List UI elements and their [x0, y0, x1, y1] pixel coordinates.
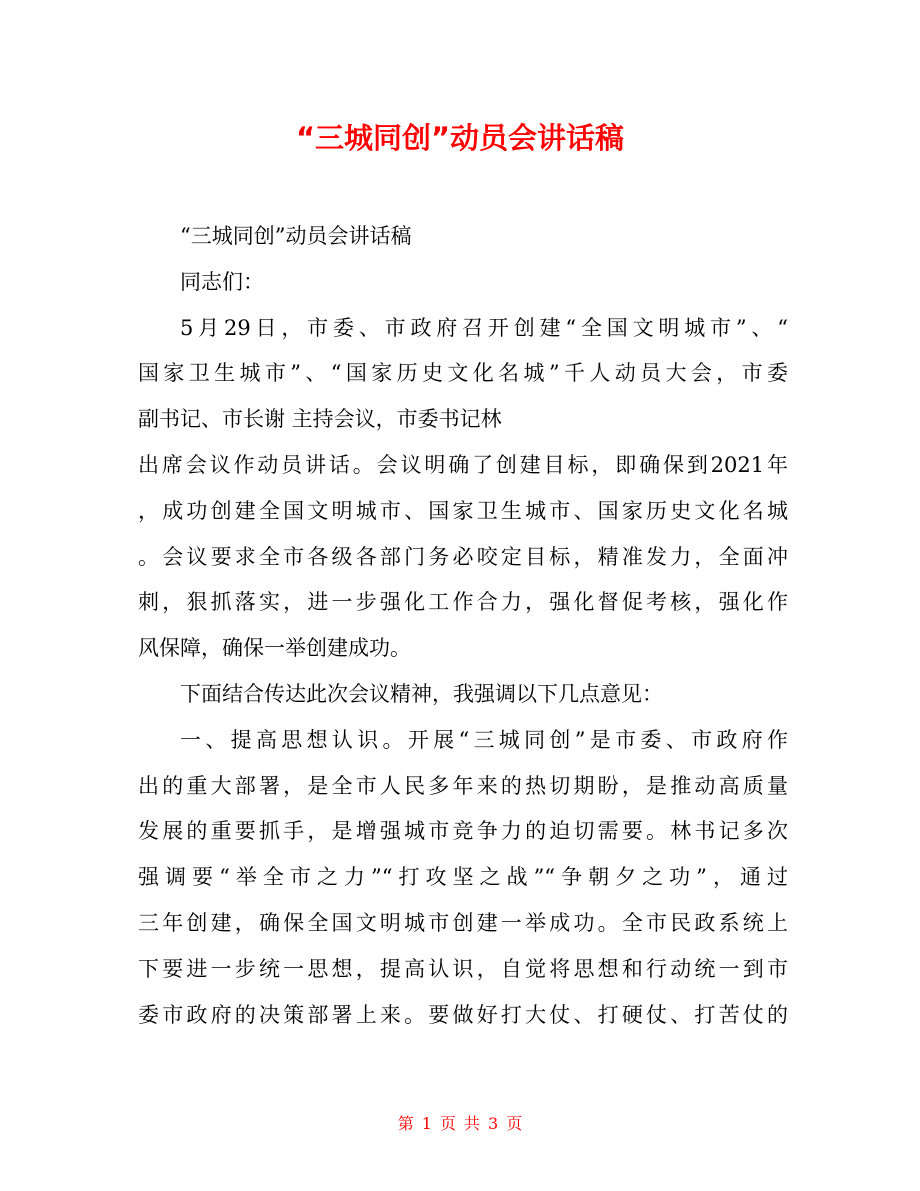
- footer-current-page: 1: [421, 1114, 432, 1133]
- body-line: 5月29日，市委、市政府召开创建“全国文明城市”、“: [180, 315, 788, 340]
- body-line: 强调要“举全市之力”“打攻坚之战”“争朝夕之功”，通过: [138, 865, 788, 890]
- body-line: 出的重大部署，是全市人民多年来的热切期盼，是推动高质量: [138, 773, 788, 798]
- body-line: 下面结合传达此次会议精神，我强调以下几点意见：: [180, 681, 663, 706]
- body-line: 国家卫生城市”、“国家历史文化名城”千人动员大会，市委: [138, 361, 788, 386]
- body-line: 刺，狠抓落实，进一步强化工作合力，强化督促考核，强化作: [138, 590, 788, 615]
- footer-total-prefix: 共: [464, 1114, 481, 1133]
- body-line-subtitle: “三城同创”动员会讲话稿: [180, 224, 412, 248]
- body-line: 三年创建，确保全国文明城市创建一举成功。全市民政系统上: [138, 910, 788, 935]
- footer-page-word: 页: [439, 1114, 456, 1133]
- body-line: 下要进一步统一思想，提高认识，自觉将思想和行动统一到市: [138, 956, 788, 981]
- document-body: [138, 214, 788, 1038]
- footer-total-pages: 3: [488, 1114, 499, 1133]
- body-line: 副书记、市长谢 主持会议，市委书记林: [138, 407, 502, 432]
- body-line: 发展的重要抓手，是增强城市竞争力的迫切需要。林书记多次: [138, 819, 788, 844]
- body-line: 一、提高思想认识。开展“三城同创”是市委、市政府作: [180, 727, 788, 752]
- document-title: “三城同创”动员会讲话稿: [295, 121, 625, 155]
- body-line: 委市政府的决策部署上来。要做好打大仗、打硬仗、打苦仗的: [138, 1002, 788, 1027]
- page-footer: [0, 1112, 920, 1136]
- footer-page-word-2: 页: [506, 1114, 523, 1133]
- body-line-salutation: 同志们：: [180, 269, 264, 294]
- body-line: 。会议要求全市各级各部门务必咬定目标，精准发力，全面冲: [138, 544, 788, 569]
- body-line: ，成功创建全国文明城市、国家卫生城市、国家历史文化名城: [138, 498, 788, 523]
- body-line: 风保障，确保一举创建成功。: [138, 636, 411, 661]
- body-line: 出席会议作动员讲话。会议明确了创建目标，即确保到2021年: [138, 452, 788, 477]
- footer-prefix: 第: [397, 1114, 414, 1133]
